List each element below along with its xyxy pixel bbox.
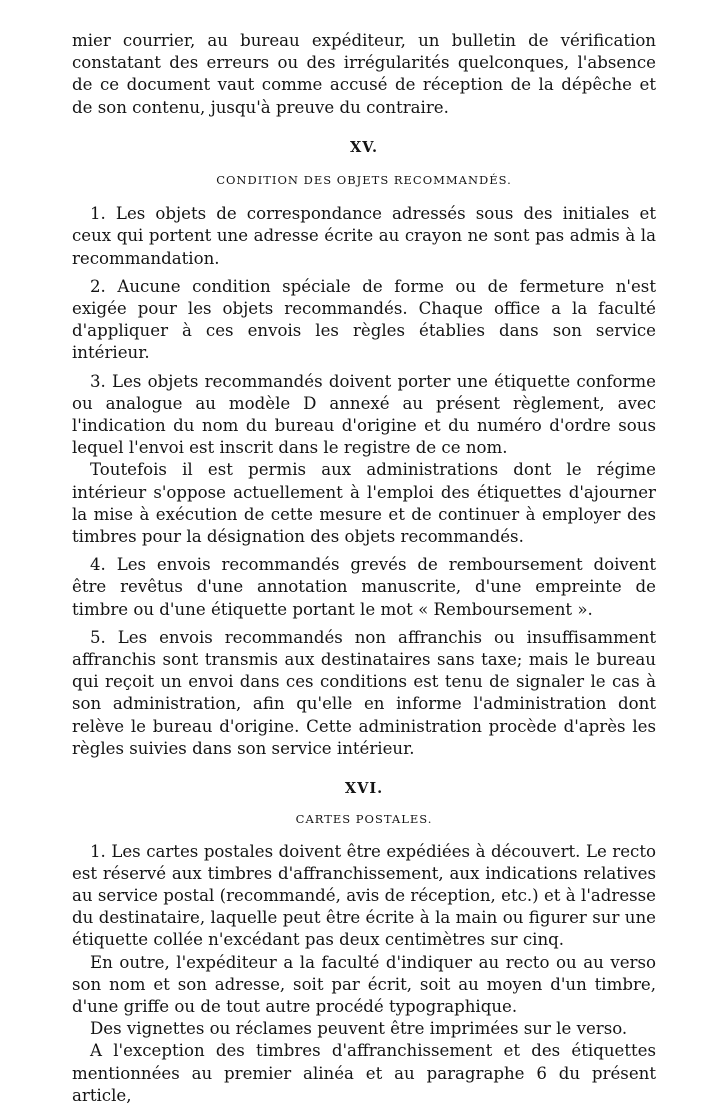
paragraph: En outre, l'expéditeur a la faculté d'indiquer au recto ou au verso son nom et son adresse, soit par écrit, soit au moyen d'un timbre, d'une griffe ou de tout autre procédé typographique. bbox=[72, 952, 656, 1016]
paragraph: 5. Les envois recommandés non affranchis ou insuffisamment affranchis sont transmis aux destinataires sans taxe; mais le bureau qui reçoit un envoi dans ces conditions est tenu de signaler le cas à son administration, afin qu'elle en informe l'administration dont relève le bureau d'origine. Cette administration procède d'après les règles suivies dans son service intérieur. bbox=[72, 627, 656, 758]
paragraph: 1. Les objets de correspondance adressés sous des initiales et ceux qui portent une adresse écrite au crayon ne sont pas admis à la recommandation. bbox=[72, 204, 656, 268]
section-number: XVI. bbox=[344, 780, 384, 798]
paragraph: A l'exception des timbres d'affranchissement et des étiquettes mentionnées au premier alinéa et au paragraphe 6 du présent article, bbox=[72, 1041, 656, 1105]
paragraph: 4. Les envois recommandés grevés de remboursement doivent être revêtus d'une annotation manuscrite, d'une empreinte de timbre ou d'une étiquette portant le mot « Remboursement ». bbox=[72, 555, 656, 619]
section-number: XV. bbox=[349, 138, 378, 156]
paragraph: Toutefois il est permis aux administrations dont le régime intérieur s'oppose actuellement à l'emploi des étiquettes d'ajourner la mise à exécution de cette mesure et de continuer à employer des timbres pour la désignation des objets recommandés. bbox=[72, 460, 656, 547]
paragraph: Des vignettes ou réclames peuvent être imprimées sur le verso. bbox=[90, 1019, 628, 1039]
section-xv bbox=[72, 137, 656, 760]
section-title: CARTES POSTALES. bbox=[295, 812, 433, 827]
paragraph: 2. Aucune condition spéciale de forme ou de fermeture n'est exigée pour les objets recommandés. Chaque office a la faculté d'appliquer à ces envois les règles établies dans son service intérieur. bbox=[72, 276, 656, 363]
document-page bbox=[72, 30, 656, 1107]
section-title: CONDITION DES OBJETS RECOMMANDÉS. bbox=[216, 173, 512, 188]
opening-paragraph: mier courrier, au bureau expéditeur, un bulletin de vérification constatant des erreurs ou des irrégularités quelconques, l'absence de ce document vaut comme accusé de réception de la dépêche et de son contenu, jusqu'à preuve du contraire. bbox=[72, 31, 656, 117]
paragraph: 1. Les cartes postales doivent être expédiées à découvert. Le recto est réservé aux timbres d'affranchissement, aux indications relatives au service postal (recommandé, avis de réception, etc.) et à l'adresse du destinataire, laquelle peut être écrite à la main ou figurer sur une étiquette collée n'excédant pas deux centimètres sur cinq. bbox=[72, 841, 656, 950]
section-xvi bbox=[72, 778, 656, 1107]
paragraph: 3. Les objets recommandés doivent porter une étiquette conforme ou analogue au modèle D annexé au présent règlement, avec l'indication du nom du bureau d'origine et du numéro d'ordre sous lequel l'envoi est inscrit dans le registre de ce nom. bbox=[72, 371, 656, 458]
